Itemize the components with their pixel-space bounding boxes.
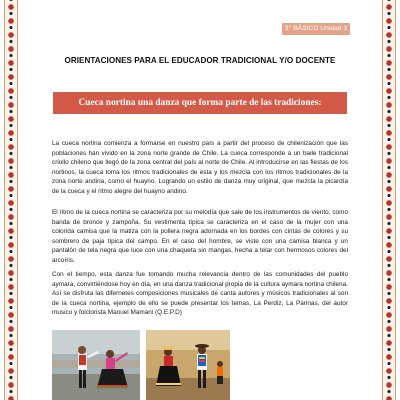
grade-unit-badge: 3° BÁSICO Unidad 3 <box>282 23 350 35</box>
section-title-banner: Cueca nortina una danza que forma parte de las tradiciones: <box>53 92 347 114</box>
paragraph-1: La cueca nortina comienza a formarse en nuestro país a partir del proceso de chilenización que las poblaciones han vivido en la zona norte grande de Chile. La cueca corresponde a un baile tradicional criollo chileno que llegó de la zona central del país al norte de Chile. Al introducirse en las fiestas de los nortinos, la cueca toma los ritmos tradicionales de esta y los mezcla con los ritmos tradicionales de la zona norte andina, como el huayno. Logrando un estilo de danza muy original, que mezcla la picardía de la cueca y el ritmo alegre del huayno andino. <box>52 140 348 195</box>
dancers-photo-2 <box>146 330 230 400</box>
decorative-border-right <box>382 0 396 400</box>
dancers-photo-1 <box>52 330 140 400</box>
paragraph-2: El ritmo de la cueca nortina se caracteriza por su melodía que sale de los instrumentos de viento, como banda de bronce y zampoña. Su vestimenta típica se caracteriza en el caso de la mujer con una colorida camisa que la matiza con la pollera negra adornada en los bordes con cintas de colores y su sombrero de paja típica del campo. En el caso del hombre, se viste con una camisa blanca y un pantalón de tela negra que luce con una chaqueta sin mangas, hecha a telar con hermosos colores del arcoíris. <box>52 209 348 264</box>
decorative-border-left <box>4 0 18 400</box>
page-title: ORIENTACIONES PARA EL EDUCADOR TRADICIONAL Y/O DOCENTE <box>64 56 336 65</box>
paragraph-3: Con el tiempo, esta danza fue tomando mucha relevancia dentro de las comunidades del pueblo aymara, convirtiéndose hoy en día, en una danza tradicional propia de la cultura aymara nortina chilena. Así se disfruta las difernetes composiciones musicales de canta autores y músicos tradicionales al son de la cueca nortina, ejemplo de ello se puede presentar los temas, La Perdiz, La Parinas, del autor musico y folclorista Manuel Mamani (Q.E.P.D) <box>52 271 348 317</box>
